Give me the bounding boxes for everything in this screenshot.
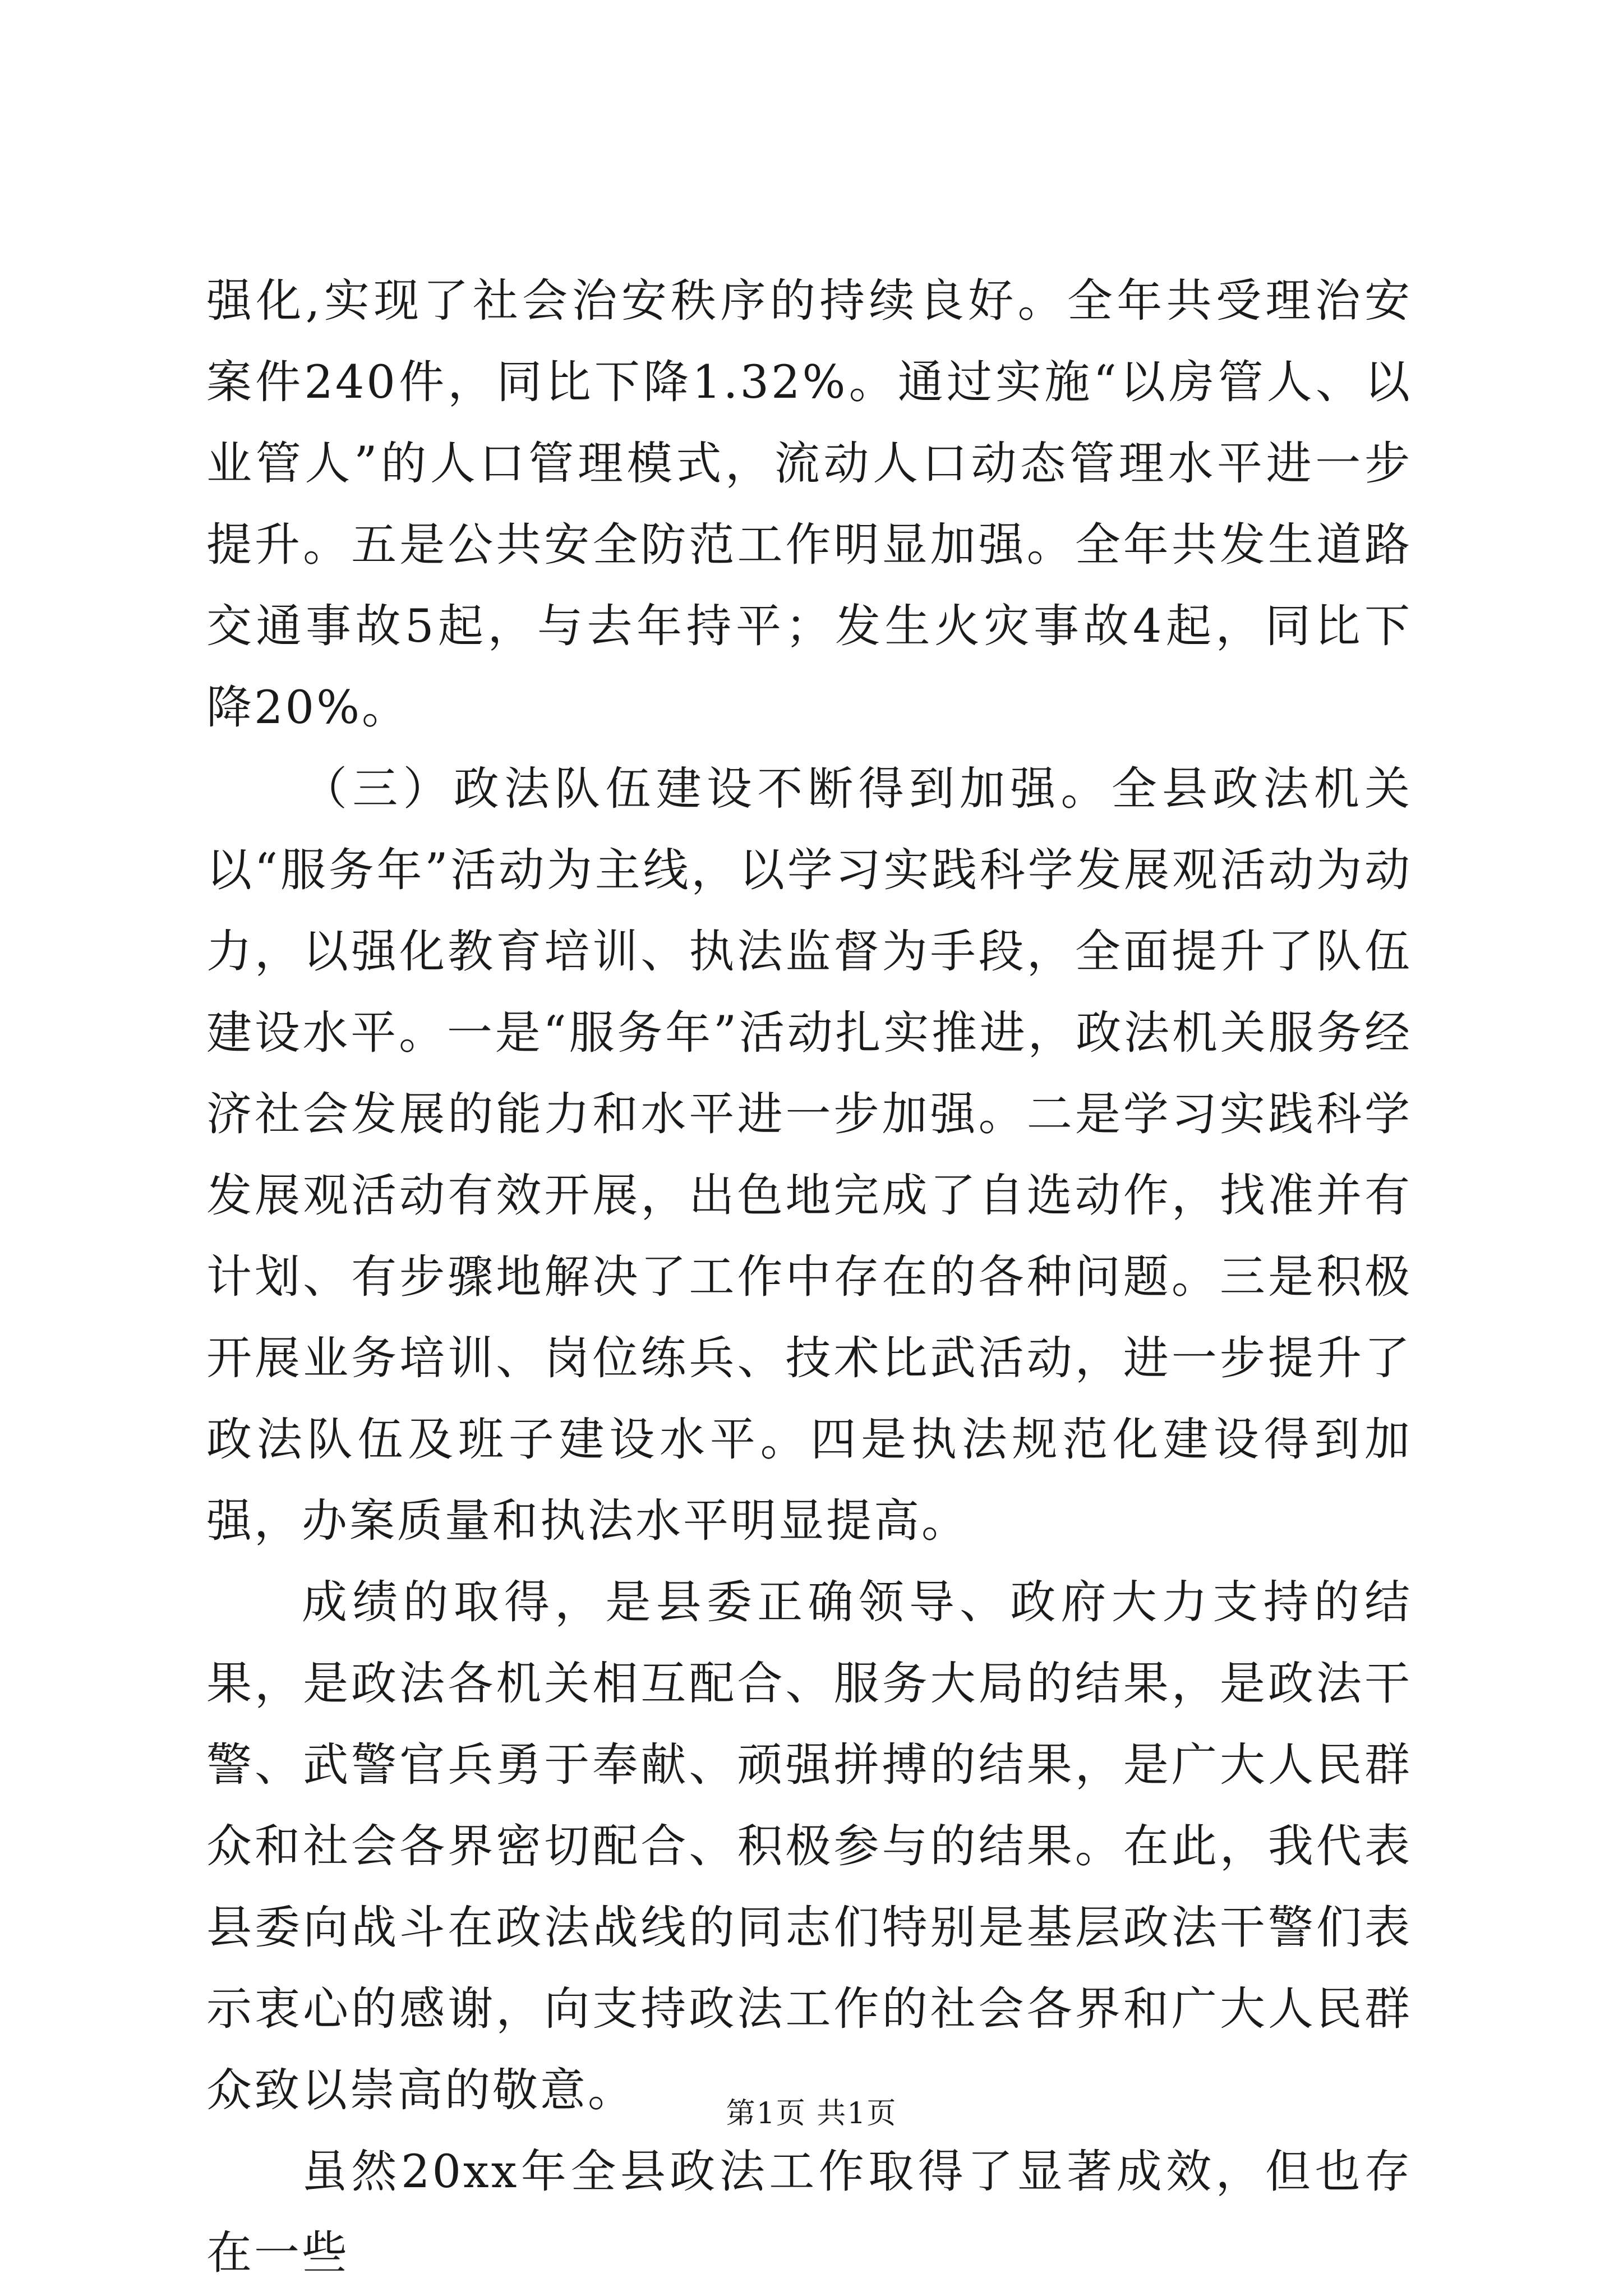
document-body — [206, 261, 1412, 2294]
paragraph-continuation: 强化,实现了社会治安秩序的持续良好。全年共受理治安案件240件，同比下降1.32%。通过实施“以房管人、以业管人”的人口管理模式，流动人口动态管理水平进一步提升。五是公共安全防范工作明显加强。全年共发生道路交通事故5起，与去年持平；发生火灾事故4起，同比下降20%。 — [206, 275, 1412, 734]
paragraph-achievements: 成绩的取得，是县委正确领导、政府大力支持的结果，是政法各机关相互配合、服务大局的结果，是政法干警、武警官兵勇于奉献、顽强拼搏的结果，是广大人民群众和社会各界密切配合、积极参与的结果。在此，我代表县委向战斗在政法战线的同志们特别是基层政法干警们表示衷心的感谢，向支持政法工作的社会各界和广大人民群众致以崇高的敬意。 — [206, 1576, 1412, 2117]
paragraph-problems: 虽然20xx年全县政法工作取得了显著成效，但也存在一些 — [206, 2146, 1412, 2280]
paragraph-team-building: （三）政法队伍建设不断得到加强。全县政法机关以“服务年”活动为主线，以学习实践科学发展观活动为动力，以强化教育培训、执法监督为手段，全面提升了队伍建设水平。一是“服务年”活动扎实推进，政法机关服务经济社会发展的能力和水平进一步加强。二是学习实践科学发展观活动有效开展，出色地完成了自选动作，找准并有计划、有步骤地解决了工作中存在的各种问题。三是积极开展业务培训、岗位练兵、技术比武活动，进一步提升了政法队伍及班子建设水平。四是执法规范化建设得到加强，办案质量和执法水平明显提高。 — [206, 763, 1412, 1548]
page-number-footer: 第1页 共1页 — [726, 2097, 897, 2131]
